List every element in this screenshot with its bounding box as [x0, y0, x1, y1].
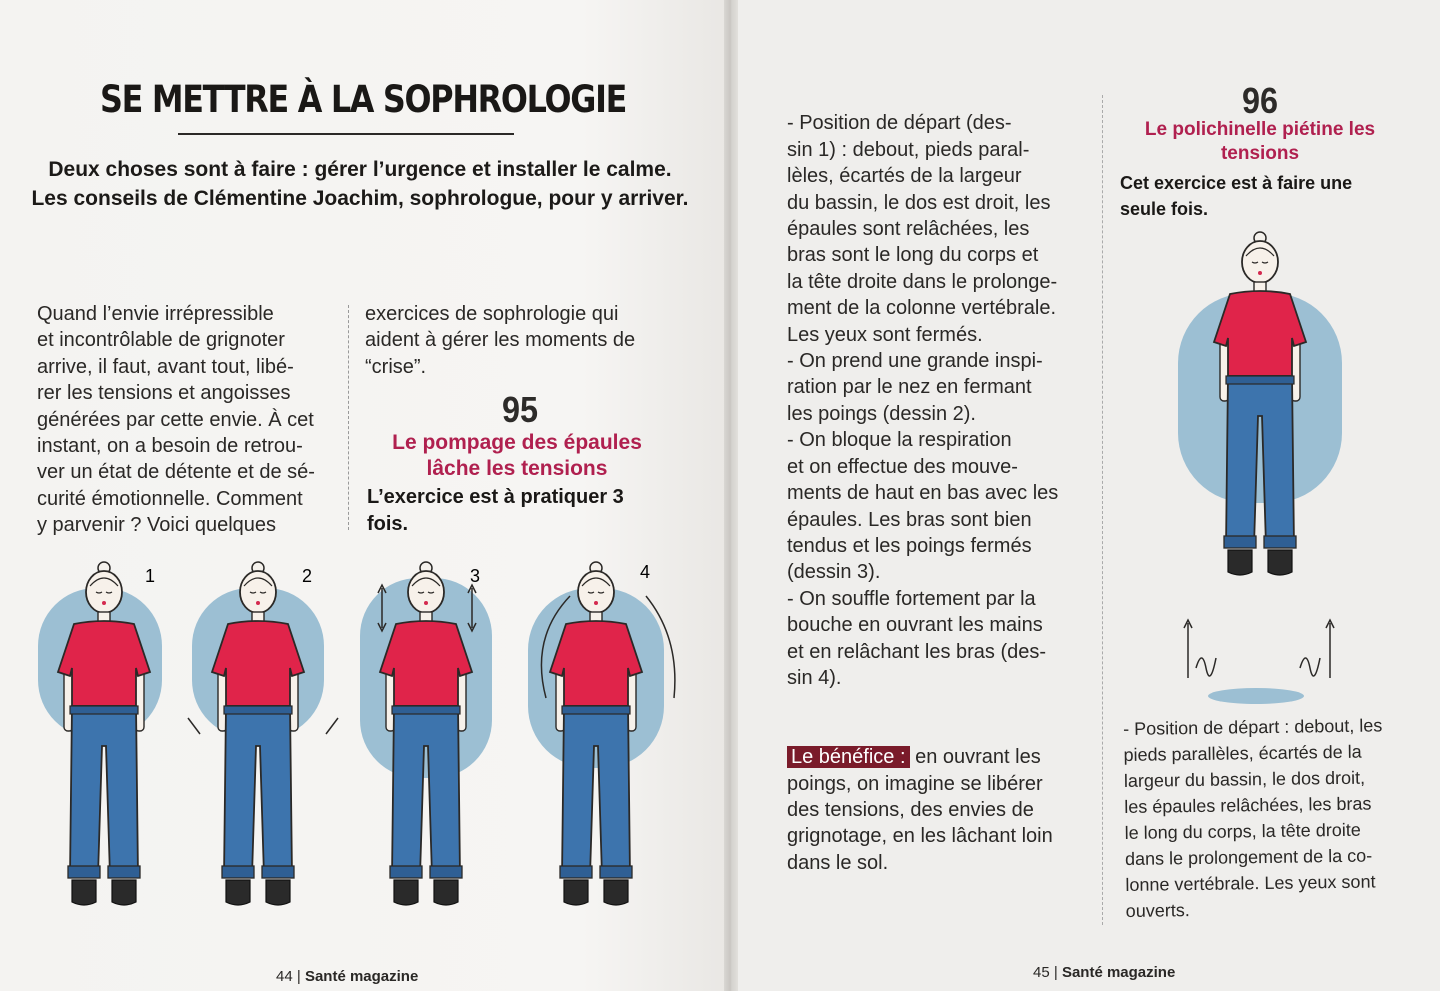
left-magazine-name: Santé magazine — [304, 968, 419, 985]
right-magazine-name: Santé magazine — [1061, 964, 1176, 981]
column-divider-right — [1102, 95, 1103, 925]
exercise-96-title: Le polichinelle piétine les tensions — [1144, 119, 1376, 164]
exercise-96-illustration — [1160, 228, 1360, 718]
exercise-96-note: Cet exercice est à faire une seule fois. — [1120, 173, 1353, 219]
left-column-text: Quand l’envie irrépressible et incontrôlable de grignoter arrive, il faut, avant tout, libé- rer les tensions et angoisses générées par cette envie. À cet instant, on a besoin de retrou- ver un état de détente et de sé- curité émotionnelle. Comment y parvenir ? Voici quelques — [37, 303, 315, 537]
figure-2-label: 2 — [302, 566, 313, 586]
page-title: SE METTRE À LA SOPHROLOGIE — [100, 78, 627, 121]
right-column-text: exercices de sophrologie qui aident à gérer les moments de “crise”. — [365, 303, 636, 378]
exercise-95-steps — [787, 84, 1087, 876]
steps-text: - Position de départ (des- sin 1) : debout, pieds paral- lèles, écartés de la largeur du bassin, le dos est droit, les épaules sont relâchées, les bras sont le long du corps et la tête droite dans le prolonge- ment de la colonne vertébrale. Les yeux sont fermés. - On prend une grande inspi- ration par le nez en fermant les poings (dessin 2). - On bloque la respiration et on effectue des mouve- ments de haut en bas avec les épaules. Les bras sont bien tendus et les poings fermés (dessin 3). - On souffle fortement par la bouche en ouvrant les mains et en relâchant les bras (des- sin 4). — [787, 112, 1059, 689]
figure-4-label: 4 — [640, 562, 651, 582]
right-footer: 45 | Santé magazine — [1033, 964, 1176, 981]
exercise-96-steps: - Position de départ : debout, les pieds parallèles, écartés de la largeur du bassin, le dos droit, les épaules relâchées, les bras le long du corps, la tête droite dans le prolongement de la co- lonne vertébrale. Les yeux sont ouverts. — [1123, 715, 1383, 921]
exercise-96-number: 96 — [1241, 80, 1279, 121]
right-page-number: 45 — [1033, 964, 1050, 981]
figure-1-label: 1 — [145, 566, 156, 586]
benefit-label: Le bénéfice : — [787, 746, 910, 768]
intro-text: Deux choses sont à faire : gérer l’urgence et installer le calme. Les conseils de Clémentine Joachim, sophrologue, pour y arriver. — [31, 158, 689, 210]
exercise-95-title: Le pompage des épaules lâche les tensions — [392, 431, 642, 480]
exercise-95-note: L’exercice est à pratiquer 3 fois. — [367, 486, 624, 535]
figure-3-label: 3 — [470, 566, 481, 586]
exercise-95-number: 95 — [501, 389, 539, 430]
benefit-text: en ouvrant les poings, on imagine se libérer des tensions, des envies de grignotage, en les lâchant loin dans le sol. — [787, 746, 1053, 874]
left-page-number: 44 — [276, 968, 293, 985]
left-footer: 44 | Santé magazine — [276, 968, 419, 985]
